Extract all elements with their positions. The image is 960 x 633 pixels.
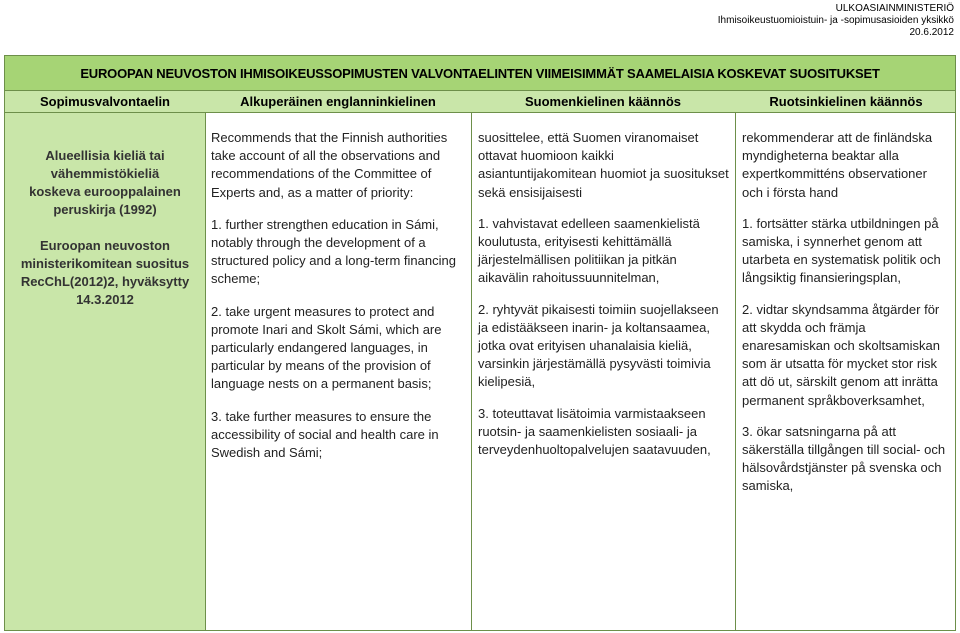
finnish-cell xyxy=(471,113,735,630)
recommendation-reference: Euroopan neuvoston ministerikomitean suositus RecChL(2012)2, hyväksytty 14.3.2012 xyxy=(20,238,190,307)
column-header-finnish: Suomenkielinen käännös xyxy=(524,94,682,109)
english-item-1: 1. further strengthen education in Sámi, notably through the development of a structured policy and a long-term financing scheme; xyxy=(211,216,456,287)
unit-name: Ihmisoikeustuomioistuin- ja -sopimusasioiden yksikkö xyxy=(717,15,954,26)
column-headers xyxy=(4,91,956,113)
finnish-item-1: 1. vahvistavat edelleen saamenkielistä koulutusta, erityisesti kehittämällä järjestelmällisen politiikan ja pitkän aikavälin rahoitussuunnitelman, xyxy=(478,215,700,286)
english-intro: Recommends that the Finnish authorities take account of all the observations and recommendations of the Committee of Experts and, as a matter of priority: xyxy=(211,130,448,200)
document-header xyxy=(718,3,954,39)
charter-name: Alueellisia kieliä tai vähemmistökieliä koskeva eurooppalainen peruskirja (1992) xyxy=(29,148,181,217)
finnish-intro: suosittelee, että Suomen viranomaiset ottavat huomioon kaikki asiantuntijakomitean huomiot ja suositukset sekä ensisijaisesti xyxy=(478,130,729,200)
finnish-item-2: 2. ryhtyvät pikaisesti toimiin suojellakseen ja edistääkseen inarin- ja koltansaamea, jotka ovat erityisen uhanalaisia kieliä, varsinkin järjestämällä pysyvästi toimivia kielipesiä, xyxy=(478,301,719,390)
body-cell xyxy=(5,113,205,630)
table-title: EUROOPAN NEUVOSTON IHMISOIKEUSSOPIMUSTEN VALVONTAELINTEN VIIMEISIMMÄT SAAMELAISIA KOSKEVAT SUOSITUKSET xyxy=(4,55,956,91)
swedish-cell xyxy=(735,113,957,630)
recommendations-table xyxy=(4,113,956,631)
document-date: 20.6.2012 xyxy=(909,27,954,38)
finnish-item-3: 3. toteuttavat lisätoimia varmistaakseen ruotsin- ja saamenkielisten sosiaali- ja terveydenhuoltopalvelujen saatavuuden, xyxy=(478,405,711,458)
swedish-intro: rekommenderar att de finländska myndigheterna beaktar alla expertkommitténs observationer och i första hand xyxy=(742,130,933,200)
swedish-item-2: 2. vidtar skyndsamma åtgärder för att skydda och främja enaresamiskan och skoltsamiskan som är utsatta för mycket stor risk att dö ut, särskilt genom att inrätta permanent språkboverksamhet, xyxy=(742,301,940,408)
english-cell xyxy=(205,113,471,630)
english-item-2: 2. take urgent measures to protect and promote Inari and Skolt Sámi, which are particularly endangered languages, in particular by means of the provision of language nests on a permanent basis; xyxy=(211,303,442,392)
column-header-body: Sopimusvalvontaelin xyxy=(39,94,171,109)
column-header-english: Alkuperäinen englanninkielinen xyxy=(240,94,436,109)
swedish-item-1: 1. fortsätter stärka utbildningen på samiska, i synnerhet genom att utarbeta en systematisk politik och långsiktig finansieringsplan, xyxy=(742,215,941,286)
ministry-name: ULKOASIAINMINISTERIÖ xyxy=(835,3,954,14)
swedish-item-3: 3. ökar satsningarna på att säkerställa tillgången till social- och hälsovårdstjänster på svenska och samiska, xyxy=(742,423,946,494)
english-item-3: 3. take further measures to ensure the accessibility of social and health care in Swedish and Sámi; xyxy=(211,408,439,461)
column-header-swedish: Ruotsinkielinen käännös xyxy=(769,94,923,109)
